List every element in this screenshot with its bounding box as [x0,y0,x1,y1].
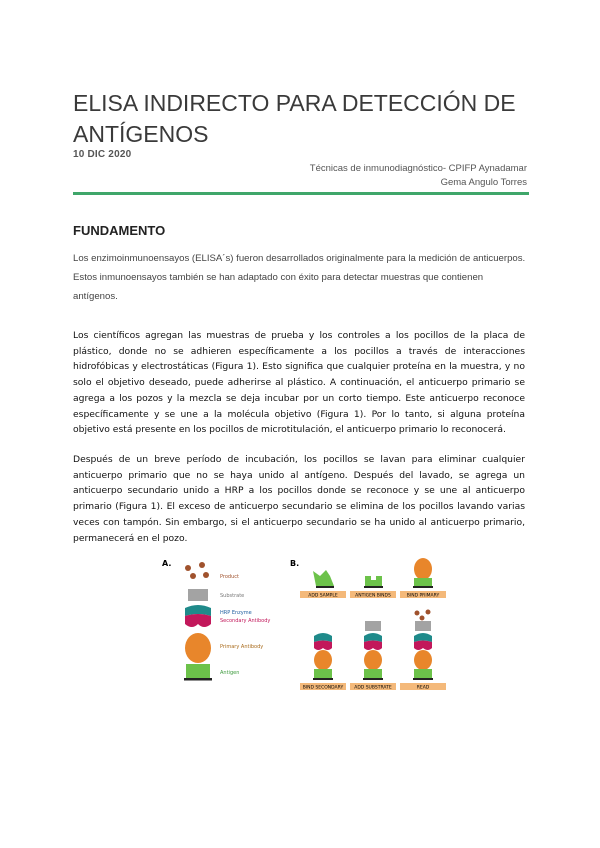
body-paragraph-1: Los científicos agregan las muestras de prueba y los controles a los pocillos de la placa de plástico, donde no se adhieren específicamente a los pocillos a través de interacciones hidrofóbicas y electrostáticas (Figura 1). Esto significa que cualquier proteína en la muestra, y no solo el objetivo deseado, puede adherirse al plástico. A continuación, el anticuerpo primario se agrega a los pozos y la mezcla se deja incubar por un corto tiempo. Este anticuerpo reconoce específicamente y se une a la molécula objetivo (Figura 1). Por lo tanto, si alguna proteína objetivo está presente en los pocillos de microtitulación, el anticuerpo primario lo reconocerá. [73,330,525,436]
well-surface [413,586,433,588]
step-bind-primary [400,558,446,599]
panel-a-label: A. [162,559,172,568]
legend-product: Product [220,574,239,580]
step-read [400,610,446,691]
legend-primary: Primary Antibody [220,644,264,650]
primary-antibody-icon [314,650,332,670]
primary-antibody-icon [414,650,432,670]
product-dot-icon [203,572,209,578]
antigen-icon [364,669,382,678]
well-surface [364,586,383,588]
substrate-icon [365,621,381,631]
antigen-icon [313,570,334,586]
well-surface [316,586,334,588]
step-label: BIND PRIMARY [406,593,440,599]
well-surface [363,678,383,680]
well-surface [184,678,212,681]
step-label: BIND SECONDARY [302,685,344,691]
section-heading: FUNDAMENTO [73,223,166,238]
product-dot-icon [420,616,425,621]
primary-antibody-icon [414,558,432,580]
step-label: ADD SAMPLE [308,593,338,599]
secondary-antibody-icon [185,614,211,627]
product-dot-icon [190,573,196,579]
secondary-antibody-icon [414,641,432,651]
step-label: ANTIGEN BINDS [355,593,391,599]
elisa-diagram [160,556,500,701]
well-surface [313,678,333,680]
antigen-icon [414,669,432,678]
product-dot-icon [185,565,191,571]
step-bind-secondary [300,633,346,691]
secondary-antibody-icon [364,641,382,651]
product-dot-icon [426,610,431,615]
secondary-antibody-icon [314,641,332,651]
body-paragraph-2: Después de un breve período de incubación, los pocillos se lavan para eliminar cualquier anticuerpo primario que no se haya unido al antígeno. Después del lavado, se agrega un anticuerpo secundario unido a HRP a los pocillos donde se reconoce y se une al anticuerpo primario (Figura 1). El exceso de anticuerpo secundario se elimina de los pocillos lavando varias veces con tampón. Sin embargo, si el anticuerpo secundario se ha unido al anticuerpo primario, permanecerá en el pozo. [73,454,525,544]
document-meta [310,162,527,190]
legend-substrate: Substrate [220,593,245,599]
antigen-icon [314,669,332,678]
panel-b-label: B. [290,559,300,568]
primary-antibody-icon [364,650,382,670]
well-surface [413,678,433,680]
header-divider [73,192,529,195]
legend-antigen: Antigen [220,670,240,676]
document-date: 10 DIC 2020 [73,149,132,160]
product-dot-icon [415,611,420,616]
legend-hrp: HRP Enzyme [220,610,252,616]
substrate-icon [415,621,431,631]
step-label: ADD SUBSTRATE [354,685,392,691]
primary-antibody-icon [185,633,211,663]
step-add-sample [300,570,346,599]
antigen-icon [414,578,432,586]
substrate-icon [188,589,208,601]
product-dot-icon [199,562,205,568]
antigen-icon [186,664,210,678]
legend-secondary: Secondary Antibody [220,618,271,624]
step-label: READ [416,685,430,691]
step-add-substrate [350,621,396,691]
step-antigen-binds [350,576,396,599]
author-name: Gema Angulo Torres [440,177,527,188]
elisa-figure [160,556,500,701]
course-name: Técnicas de inmunodiagnóstico- CPIFP Aynadamar [309,163,527,174]
document-title: ELISA INDIRECTO PARA DETECCIÓN DE ANTÍGENOS [73,90,516,147]
antigen-icon [365,576,382,586]
intro-paragraph: Los enzimoinmunoensayos (ELISA´s) fueron desarrollados originalmente para la medición de anticuerpos. Estos inmunoensayos también se han adaptado con éxito para detectar muestras que contienen antígenos. [73,253,526,302]
